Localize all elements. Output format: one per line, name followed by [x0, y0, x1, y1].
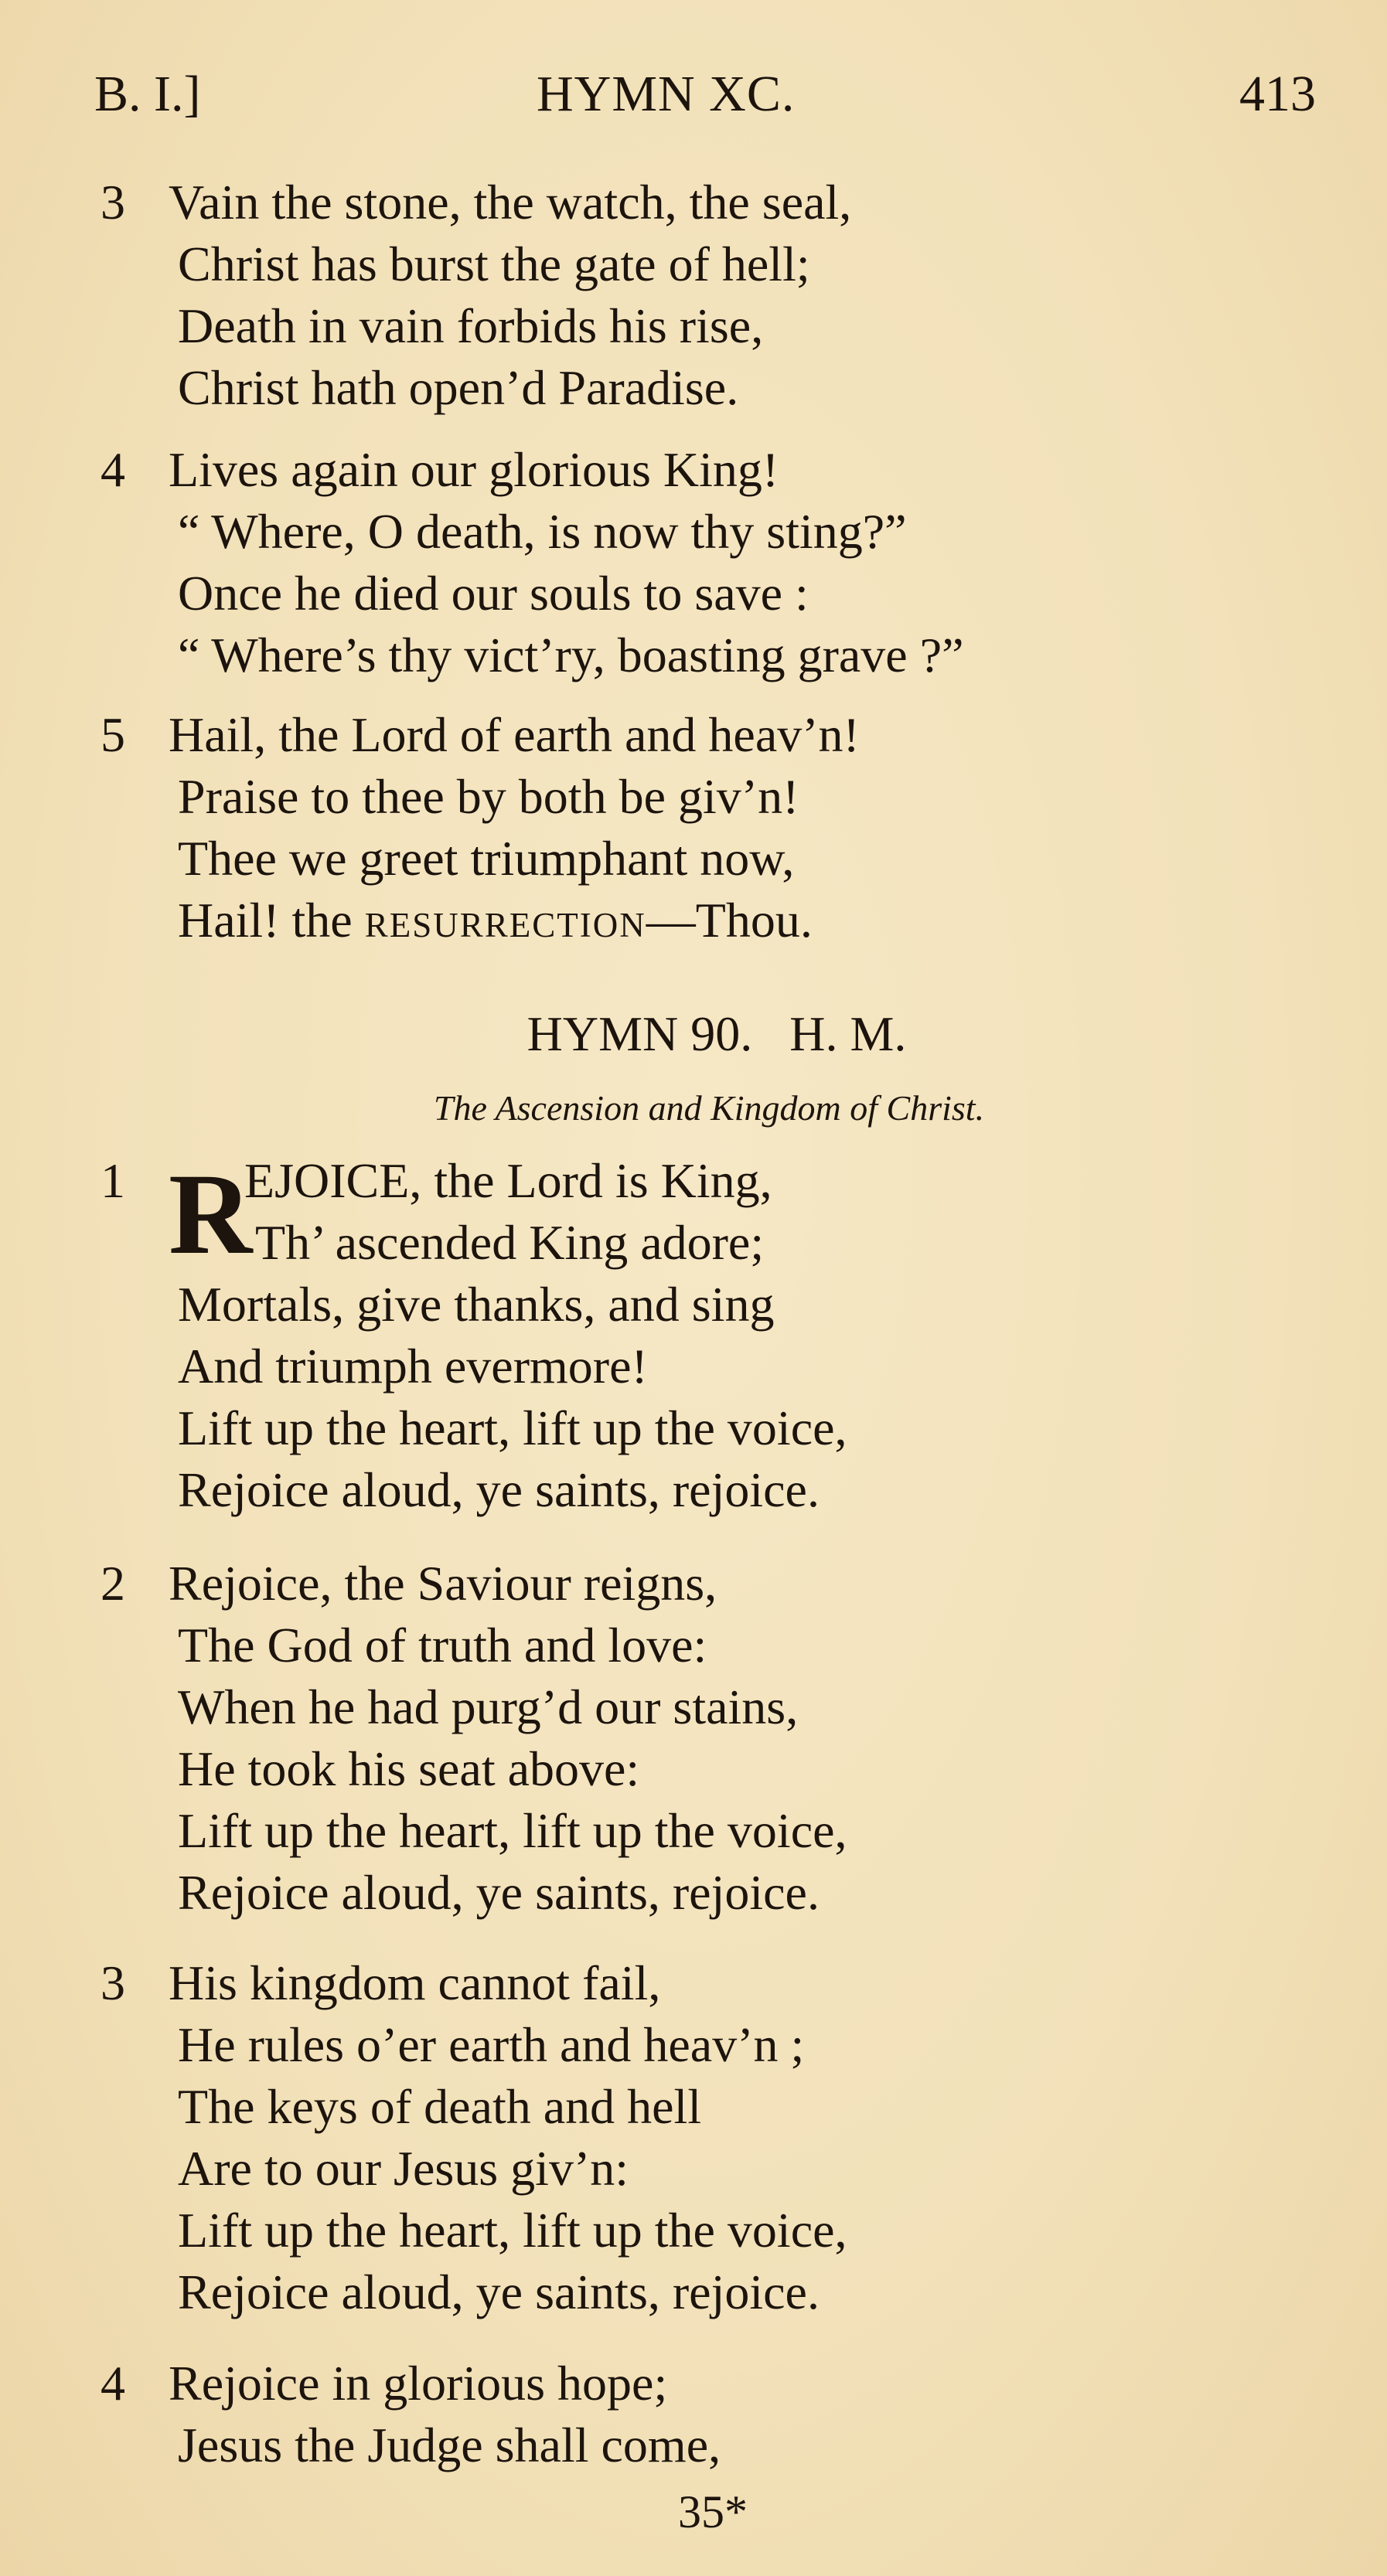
prev-stanza-5	[101, 704, 1307, 951]
verse-line: Once he died our souls to save :	[178, 566, 809, 621]
verse-line: “ Where, O death, is now thy sting?”	[178, 504, 907, 559]
verse-line: Rejoice aloud, ye saints, rejoice.	[178, 2265, 820, 2319]
verse-line: Jesus the Judge shall come,	[178, 2418, 721, 2472]
verse-line-resurrection	[178, 890, 813, 951]
verse-line: Are to our Jesus giv’n:	[178, 2141, 629, 2196]
signature-mark: 35*	[678, 2486, 748, 2537]
stanza-number: 4	[101, 442, 125, 497]
prev-stanza-4	[101, 439, 1307, 686]
verse-line: Rejoice, the Saviour reigns,	[169, 1556, 717, 1611]
line-suffix: —Thou.	[646, 893, 813, 948]
stanza-number: 4	[101, 2356, 125, 2411]
verse-line: Thee we greet triumphant now,	[178, 831, 795, 886]
verse-line: When he had purg’d our stains,	[178, 1679, 799, 1734]
smallcaps-word: resurrection	[364, 893, 646, 948]
hymn-stanza-1	[101, 1150, 1307, 1521]
verse-line: The keys of death and hell	[178, 2079, 702, 2134]
header-book-label: B. I.]	[94, 66, 201, 122]
header-hymn-label: HYMN XC.	[537, 66, 796, 122]
verse-line: Lift up the heart, lift up the voice,	[178, 2203, 847, 2258]
hymn-title: HYMN 90. H. M.	[527, 1006, 907, 1061]
stanza-number: 3	[101, 175, 125, 230]
verse-line: Rejoice aloud, ye saints, rejoice.	[178, 1462, 820, 1517]
stanza-number: 1	[101, 1153, 125, 1208]
stanza-number: 5	[101, 707, 125, 762]
verse-line: And triumph evermore!	[178, 1339, 648, 1393]
verse-line: Lift up the heart, lift up the voice,	[178, 1400, 847, 1455]
verse-line: Christ has burst the gate of hell;	[178, 237, 810, 291]
verse-line: Hail, the Lord of earth and heav’n!	[169, 707, 860, 762]
hymn-subtitle: The Ascension and Kingdom of Christ.	[433, 1088, 985, 1128]
verse-line: Lift up the heart, lift up the voice,	[178, 1803, 847, 1858]
hymn-stanza-3	[101, 1952, 1307, 2323]
verse-line: The God of truth and love:	[178, 1618, 707, 1673]
line-prefix: Hail! the	[178, 893, 365, 948]
verse-line: His kingdom cannot fail,	[169, 1955, 661, 2010]
verse-line: Christ hath open’d Paradise.	[178, 360, 739, 415]
prev-stanza-3	[101, 172, 1307, 419]
verse-line: Praise to thee by both be giv’n!	[178, 769, 799, 824]
verse-line: EJOICE, the Lord is King,	[244, 1153, 772, 1208]
page-number: 413	[1239, 66, 1316, 122]
drop-cap: R	[169, 1150, 253, 1278]
running-header	[94, 63, 1316, 125]
stanza-number: 3	[101, 1955, 125, 2010]
verse-line: He took his seat above:	[178, 1741, 640, 1796]
verse-line: He rules o’er earth and heav’n ;	[178, 2017, 805, 2072]
verse-line: Rejoice in glorious hope;	[169, 2356, 668, 2411]
hymn-stanza-2	[101, 1553, 1307, 1924]
verse-line: Mortals, give thanks, and sing	[178, 1277, 775, 1332]
stanza-number: 2	[101, 1556, 125, 1611]
verse-line: Death in vain forbids his rise,	[178, 298, 764, 353]
verse-line: Lives again our glorious King!	[169, 442, 779, 497]
hymn-stanza-4	[101, 2353, 1307, 2476]
verse-line: “ Where’s thy vict’ry, boasting grave ?”	[178, 628, 964, 682]
verse-line: Vain the stone, the watch, the seal,	[169, 175, 852, 230]
verse-line: Th’ ascended King adore;	[255, 1215, 765, 1270]
verse-line: Rejoice aloud, ye saints, rejoice.	[178, 1865, 820, 1920]
